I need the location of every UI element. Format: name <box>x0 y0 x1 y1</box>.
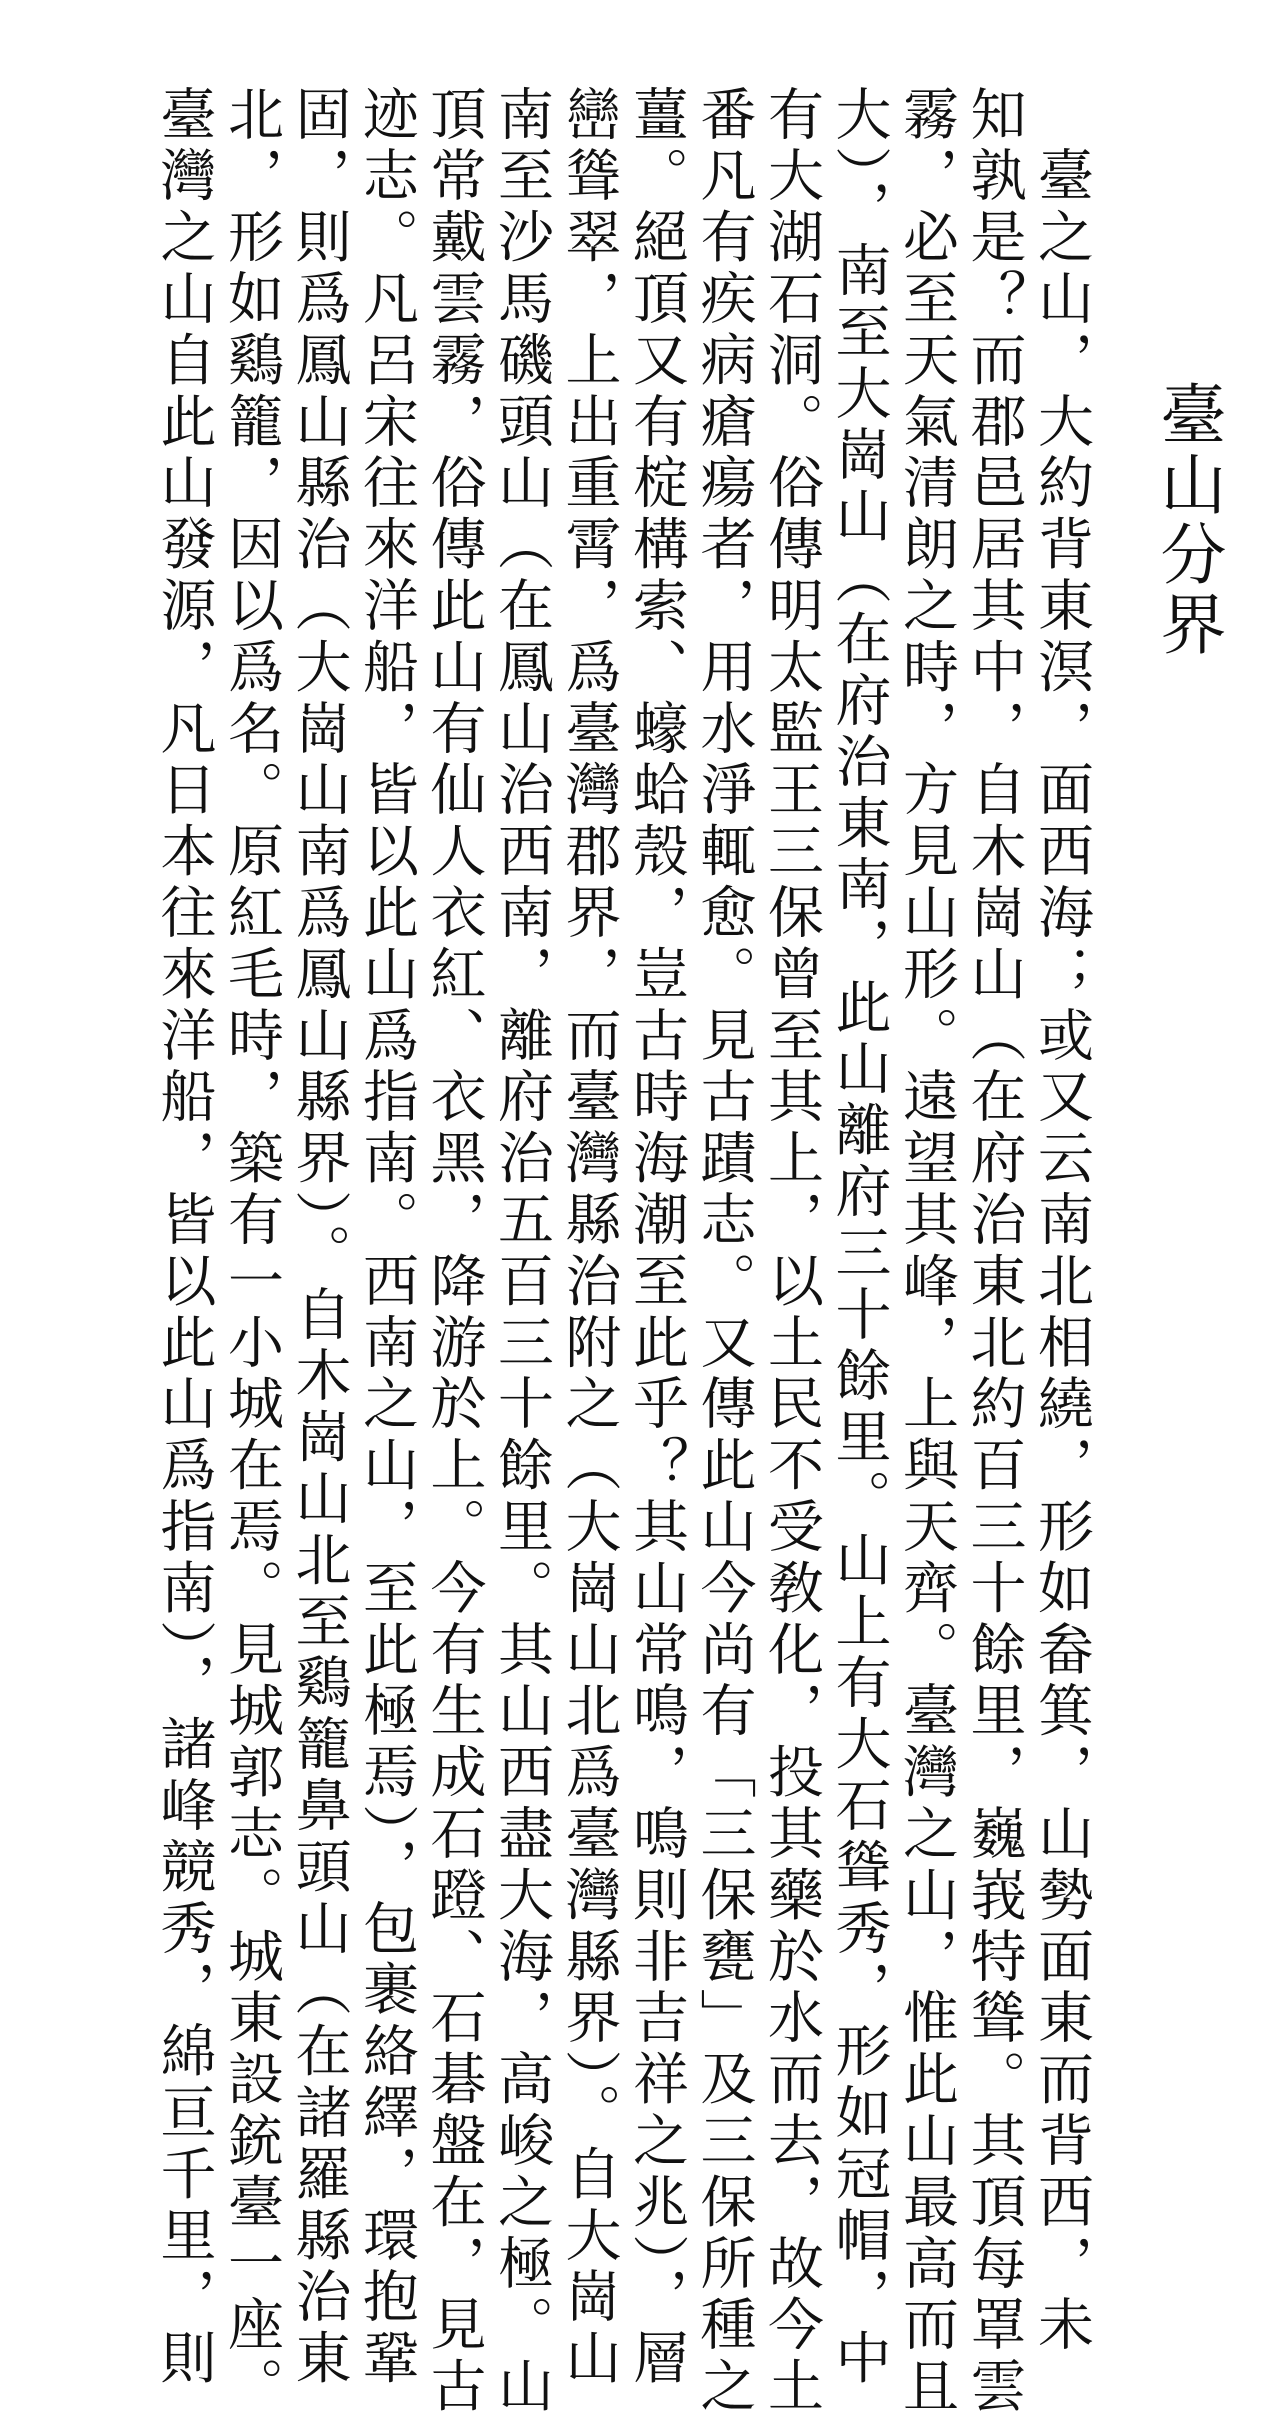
text-column-8: 巒聳翠，上出重霄，爲臺灣郡界，而臺灣縣治附之（大崗山北爲臺灣縣界）。自大崗山 <box>556 85 622 2391</box>
text-column-6: 番凡有疾病瘡瘍者，用水淨輒愈。見古蹟志。又傳此山今尚有「三保甕」及三保所種之 <box>691 85 757 2418</box>
text-column-11: 迹志。凡呂宋往來洋船，皆以此山爲指南。西南之山，至此極焉），包裹絡繹，環抱鞏 <box>354 85 419 2391</box>
text-column-1: 臺之山，大約背東溟，面西海；或又云南北相繞，形如畚箕，山勢面東而背西，未 <box>1029 85 1094 2357</box>
text-column-12: 固，則爲鳳山縣治（大崗山南爲鳳山縣界）。自木崗山北至鷄籠鼻頭山（在諸羅縣治東 <box>286 85 352 2391</box>
text-column-14: 臺灣之山自此山發源，凡日本往來洋船，皆以此山爲指南），諸峰競秀，綿亘千里，則 <box>151 85 217 2391</box>
text-column-3: 霧，必至天氣清朗之時，方見山形。遠望其峰，上與天齊。臺灣之山，惟此山最高而且 <box>894 85 959 2418</box>
page-title: 臺山分界 <box>1149 380 1226 660</box>
text-column-10: 頂常戴雲霧，俗傳此山有仙人衣紅、衣黑，降游於上。今有生成石蹬、石碁盤在，見古 <box>421 85 487 2418</box>
text-column-5: 有大湖石洞。俗傳明太監王三保曾至其上，以土民不受敎化，投其藥於水而去，故今土 <box>759 85 824 2418</box>
text-column-7: 薑。絕頂又有椗構索、蠔蛤殼，豈古時海潮至此乎？其山常鳴，鳴則非吉祥之兆），層 <box>624 85 689 2391</box>
text-column-9: 南至沙馬磯頭山（在鳳山治西南，離府治五百三十餘里。其山西盡大海，高峻之極。山 <box>489 85 554 2418</box>
body-text <box>150 85 1095 2418</box>
text-column-2: 知孰是？而郡邑居其中，自木崗山（在府治東北約百三十餘里，巍峩特聳。其頂每罩雲 <box>961 85 1027 2418</box>
text-column-4: 大），南至大崗山（在府治東南，此山離府三十餘里。山上有大石聳秀，形如冠帽，中 <box>826 85 892 2391</box>
text-column-13: 北，形如鷄籠，因以爲名。原紅毛時，築有一小城在焉。見城郭志。城東設銃臺一座。 <box>219 85 284 2418</box>
